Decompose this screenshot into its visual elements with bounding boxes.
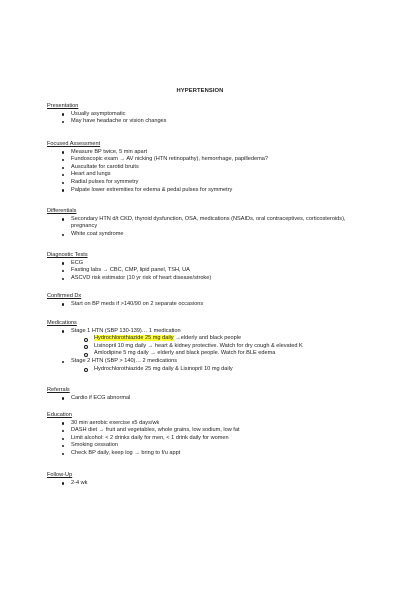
list-item: Usually asymptomatic [47, 111, 357, 119]
section-focused-assessment [47, 141, 357, 194]
section-medications [47, 320, 357, 373]
sub-bullet-list [47, 366, 357, 374]
bullet-list [47, 301, 357, 309]
bullet-list [47, 260, 357, 283]
section-heading: Medications [47, 320, 77, 326]
list-item: Smoking cessation [47, 442, 357, 450]
list-item: Palpate lower extremities for edema & pedal pulses for symmetry [47, 187, 357, 195]
sub-list-item: Lisinopril 10 mg daily → heart & kidney protective. Watch for dry cough & elevated K [47, 343, 357, 351]
sub-list-item: Hydrochlorothiazide 25 mg daily & Lisinopril 10 mg daily [47, 366, 357, 374]
document-title: HYPERTENSION [176, 88, 224, 94]
section-diagnostic-tests [47, 252, 357, 282]
section-heading: Differentials [47, 208, 77, 214]
bullet-list [47, 328, 357, 336]
list-item: White coat syndrome [47, 231, 357, 239]
list-item: Fundoscopic exam → AV nicking (HTN retinopathy), hemorrhage, papilledema? [47, 156, 357, 164]
list-item: ASCVD risk estimator (10 yr risk of heart disease/stroke) [47, 275, 357, 283]
list-item: Stage 1 HTN (SBP 130-139)… 1 medication [47, 328, 357, 336]
list-item: Secondary HTN d/t CKD, thyroid dysfunction, OSA, medications (NSAIDs, oral contraceptives, corticosteroids), pregnancy [47, 216, 357, 231]
section-heading: Presentation [47, 103, 79, 109]
sub-bullet-list [47, 335, 357, 358]
list-item: Start on BP meds if >140/90 on 2 separate occasions [47, 301, 357, 309]
list-item: Radial pulses for symmetry [47, 179, 357, 187]
list-item: Measure BP twice, 5 min apart [47, 149, 357, 157]
section-heading: Diagnostic Tests [47, 252, 88, 258]
list-item: Auscultate for carotid bruits [47, 164, 357, 172]
list-item: Fasting labs → CBC, CMP, lipid panel, TSH, UA [47, 267, 357, 275]
sub-list-item-text: →elderly and black people [173, 335, 242, 342]
list-item: DASH diet → fruit and vegetables, whole grains, low sodium, low fat [47, 427, 357, 435]
bullet-list [47, 149, 357, 195]
list-item: Cardio if ECG abnormal [47, 395, 357, 403]
list-item: May have headache or vision changes [47, 118, 357, 126]
section-referrals [47, 387, 357, 402]
list-item: Check BP daily, keep log → bring to f/u appt [47, 450, 357, 458]
section-heading: Referrals [47, 387, 70, 393]
bullet-list [47, 480, 357, 488]
list-item: Limit alcohol: < 2 drinks daily for men, < 1 drink daily for women [47, 435, 357, 443]
section-heading: Follow-Up [47, 472, 73, 478]
sub-list-item: Amlodipine 5 mg daily → elderly and black people. Watch for BLE edema [47, 350, 357, 358]
section-presentation [47, 103, 357, 126]
section-education [47, 412, 357, 458]
sub-list-item [47, 335, 357, 343]
section-heading: Confirmed Dx [47, 293, 82, 299]
section-follow-up [47, 472, 357, 487]
document-page [47, 0, 367, 600]
bullet-list [47, 216, 357, 239]
list-item: Heart and lungs [47, 171, 357, 179]
bullet-list [47, 358, 357, 366]
list-item: Stage 2 HTN (SBP > 140)… 2 medications [47, 358, 357, 366]
bullet-list [47, 395, 357, 403]
bullet-list [47, 111, 357, 126]
section-heading: Focused Assessment [47, 141, 101, 147]
list-item: 30 min aerobic exercise x5 days/wk [47, 420, 357, 428]
section-differentials [47, 208, 357, 238]
list-item: ECG [47, 260, 357, 268]
section-heading: Education [47, 412, 72, 418]
bullet-list [47, 420, 357, 458]
list-item: 2-4 wk [47, 480, 357, 488]
section-confirmed-dx [47, 293, 357, 308]
highlighted-text: Hydrochlorothiazide 25 mg daily [94, 335, 174, 342]
